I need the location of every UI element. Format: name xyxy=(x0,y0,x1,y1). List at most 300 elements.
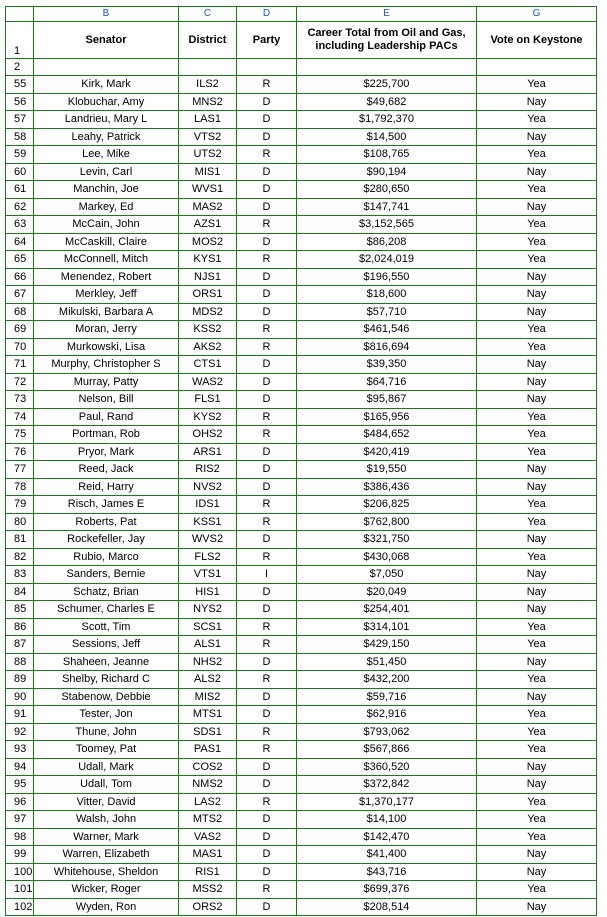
district-cell[interactable]: AKS2 xyxy=(179,338,237,356)
senator-cell[interactable]: Murphy, Christopher S xyxy=(34,356,179,374)
vote-cell[interactable]: Nay xyxy=(477,531,597,549)
row-number[interactable]: 59 xyxy=(6,146,34,164)
district-cell[interactable]: NYS2 xyxy=(179,601,237,619)
career-total-cell[interactable]: $430,068 xyxy=(297,548,477,566)
party-cell[interactable]: R xyxy=(237,426,297,444)
district-cell[interactable]: NMS2 xyxy=(179,776,237,794)
senator-cell[interactable]: Murray, Patty xyxy=(34,373,179,391)
row-number[interactable]: 98 xyxy=(6,828,34,846)
vote-cell[interactable]: Yea xyxy=(477,636,597,654)
party-cell[interactable]: R xyxy=(237,408,297,426)
career-total-cell[interactable]: $43,716 xyxy=(297,863,477,881)
career-total-cell[interactable]: $62,916 xyxy=(297,706,477,724)
row-number[interactable]: 58 xyxy=(6,128,34,146)
senator-cell[interactable]: Markey, Ed xyxy=(34,198,179,216)
party-cell[interactable]: D xyxy=(237,128,297,146)
vote-cell[interactable]: Yea xyxy=(477,408,597,426)
row-number[interactable]: 93 xyxy=(6,741,34,759)
column-header-d[interactable]: D xyxy=(237,7,297,22)
row-number[interactable]: 88 xyxy=(6,653,34,671)
senator-cell[interactable]: Nelson, Bill xyxy=(34,391,179,409)
row-number[interactable]: 85 xyxy=(6,601,34,619)
district-cell[interactable]: NJS1 xyxy=(179,268,237,286)
career-total-cell[interactable]: $254,401 xyxy=(297,601,477,619)
party-cell[interactable]: R xyxy=(237,723,297,741)
vote-cell[interactable]: Yea xyxy=(477,881,597,899)
party-cell[interactable]: D xyxy=(237,198,297,216)
vote-cell[interactable]: Yea xyxy=(477,426,597,444)
row-number[interactable]: 55 xyxy=(6,76,34,94)
district-cell[interactable]: SCS1 xyxy=(179,618,237,636)
career-total-cell[interactable]: $49,682 xyxy=(297,93,477,111)
career-total-cell[interactable]: $793,062 xyxy=(297,723,477,741)
career-total-cell[interactable]: $57,710 xyxy=(297,303,477,321)
career-total-cell[interactable]: $816,694 xyxy=(297,338,477,356)
career-total-cell[interactable]: $59,716 xyxy=(297,688,477,706)
district-cell[interactable]: AZS1 xyxy=(179,216,237,234)
career-total-cell[interactable]: $14,100 xyxy=(297,811,477,829)
row-number[interactable]: 96 xyxy=(6,793,34,811)
row-number[interactable]: 72 xyxy=(6,373,34,391)
career-total-cell[interactable]: $90,194 xyxy=(297,163,477,181)
district-cell[interactable]: FLS1 xyxy=(179,391,237,409)
column-header-b[interactable]: B xyxy=(34,7,179,22)
vote-cell[interactable]: Yea xyxy=(477,338,597,356)
career-total-cell[interactable]: $386,436 xyxy=(297,478,477,496)
senator-cell[interactable]: Paul, Rand xyxy=(34,408,179,426)
career-total-cell[interactable]: $18,600 xyxy=(297,286,477,304)
district-cell[interactable]: NVS2 xyxy=(179,478,237,496)
party-cell[interactable]: R xyxy=(237,881,297,899)
vote-cell[interactable]: Nay xyxy=(477,478,597,496)
vote-cell[interactable]: Nay xyxy=(477,776,597,794)
career-total-cell[interactable]: $41,400 xyxy=(297,846,477,864)
vote-cell[interactable]: Nay xyxy=(477,461,597,479)
vote-cell[interactable]: Yea xyxy=(477,811,597,829)
district-cell[interactable]: VAS2 xyxy=(179,828,237,846)
district-cell[interactable]: CTS1 xyxy=(179,356,237,374)
senator-cell[interactable]: Murkowski, Lisa xyxy=(34,338,179,356)
party-cell[interactable]: R xyxy=(237,76,297,94)
senator-cell[interactable]: Shaheen, Jeanne xyxy=(34,653,179,671)
cell[interactable] xyxy=(34,59,179,76)
party-cell[interactable]: R xyxy=(237,671,297,689)
vote-cell[interactable]: Nay xyxy=(477,286,597,304)
row-number[interactable]: 60 xyxy=(6,163,34,181)
career-total-cell[interactable]: $1,370,177 xyxy=(297,793,477,811)
party-cell[interactable]: R xyxy=(237,548,297,566)
vote-cell[interactable]: Nay xyxy=(477,163,597,181)
senator-cell[interactable]: Scott, Tim xyxy=(34,618,179,636)
row-number[interactable]: 82 xyxy=(6,548,34,566)
senator-cell[interactable]: Moran, Jerry xyxy=(34,321,179,339)
party-cell[interactable]: R xyxy=(237,513,297,531)
column-header-e[interactable]: E xyxy=(297,7,477,22)
party-cell[interactable]: D xyxy=(237,163,297,181)
senator-cell[interactable]: McConnell, Mitch xyxy=(34,251,179,269)
career-total-cell[interactable]: $567,866 xyxy=(297,741,477,759)
career-total-cell[interactable]: $432,200 xyxy=(297,671,477,689)
vote-cell[interactable]: Nay xyxy=(477,356,597,374)
header-district[interactable]: District xyxy=(179,22,237,59)
career-total-cell[interactable]: $1,792,370 xyxy=(297,111,477,129)
district-cell[interactable]: ILS2 xyxy=(179,76,237,94)
career-total-cell[interactable]: $39,350 xyxy=(297,356,477,374)
row-number[interactable]: 81 xyxy=(6,531,34,549)
district-cell[interactable]: NHS2 xyxy=(179,653,237,671)
vote-cell[interactable]: Yea xyxy=(477,741,597,759)
party-cell[interactable]: R xyxy=(237,741,297,759)
row-number[interactable]: 57 xyxy=(6,111,34,129)
career-total-cell[interactable]: $206,825 xyxy=(297,496,477,514)
vote-cell[interactable]: Yea xyxy=(477,793,597,811)
senator-cell[interactable]: Warner, Mark xyxy=(34,828,179,846)
party-cell[interactable]: R xyxy=(237,251,297,269)
career-total-cell[interactable]: $64,716 xyxy=(297,373,477,391)
senator-cell[interactable]: Kirk, Mark xyxy=(34,76,179,94)
district-cell[interactable]: MAS2 xyxy=(179,198,237,216)
party-cell[interactable]: D xyxy=(237,776,297,794)
party-cell[interactable]: D xyxy=(237,863,297,881)
senator-cell[interactable]: Vitter, David xyxy=(34,793,179,811)
vote-cell[interactable]: Yea xyxy=(477,111,597,129)
party-cell[interactable]: R xyxy=(237,146,297,164)
district-cell[interactable]: KSS1 xyxy=(179,513,237,531)
row-number[interactable]: 68 xyxy=(6,303,34,321)
party-cell[interactable]: D xyxy=(237,373,297,391)
career-total-cell[interactable]: $86,208 xyxy=(297,233,477,251)
row-number[interactable]: 100 xyxy=(6,863,34,881)
row-number[interactable]: 56 xyxy=(6,93,34,111)
vote-cell[interactable]: Nay xyxy=(477,93,597,111)
row-number[interactable]: 84 xyxy=(6,583,34,601)
row-number[interactable]: 65 xyxy=(6,251,34,269)
row-number[interactable]: 76 xyxy=(6,443,34,461)
party-cell[interactable]: D xyxy=(237,706,297,724)
district-cell[interactable]: PAS1 xyxy=(179,741,237,759)
party-cell[interactable]: R xyxy=(237,793,297,811)
district-cell[interactable]: KYS1 xyxy=(179,251,237,269)
party-cell[interactable]: R xyxy=(237,321,297,339)
district-cell[interactable]: WVS2 xyxy=(179,531,237,549)
party-cell[interactable]: D xyxy=(237,688,297,706)
vote-cell[interactable]: Yea xyxy=(477,443,597,461)
row-number[interactable]: 94 xyxy=(6,758,34,776)
row-number[interactable]: 92 xyxy=(6,723,34,741)
cell[interactable] xyxy=(297,59,477,76)
row-number[interactable]: 78 xyxy=(6,478,34,496)
senator-cell[interactable]: Manchin, Joe xyxy=(34,181,179,199)
senator-cell[interactable]: Thune, John xyxy=(34,723,179,741)
row-number[interactable]: 63 xyxy=(6,216,34,234)
career-total-cell[interactable]: $142,470 xyxy=(297,828,477,846)
career-total-cell[interactable]: $420,419 xyxy=(297,443,477,461)
party-cell[interactable]: D xyxy=(237,443,297,461)
row-number[interactable]: 97 xyxy=(6,811,34,829)
senator-cell[interactable]: Whitehouse, Sheldon xyxy=(34,863,179,881)
row-number[interactable]: 67 xyxy=(6,286,34,304)
party-cell[interactable]: D xyxy=(237,601,297,619)
senator-cell[interactable]: Roberts, Pat xyxy=(34,513,179,531)
vote-cell[interactable]: Yea xyxy=(477,181,597,199)
career-total-cell[interactable]: $51,450 xyxy=(297,653,477,671)
party-cell[interactable]: D xyxy=(237,653,297,671)
senator-cell[interactable]: Mikulski, Barbara A xyxy=(34,303,179,321)
row-number[interactable]: 70 xyxy=(6,338,34,356)
cell[interactable] xyxy=(477,59,597,76)
vote-cell[interactable]: Yea xyxy=(477,548,597,566)
vote-cell[interactable]: Nay xyxy=(477,566,597,584)
party-cell[interactable]: D xyxy=(237,233,297,251)
district-cell[interactable]: COS2 xyxy=(179,758,237,776)
career-total-cell[interactable]: $429,150 xyxy=(297,636,477,654)
senator-cell[interactable]: Udall, Mark xyxy=(34,758,179,776)
vote-cell[interactable]: Yea xyxy=(477,216,597,234)
district-cell[interactable]: ARS1 xyxy=(179,443,237,461)
party-cell[interactable]: D xyxy=(237,303,297,321)
row-number[interactable]: 87 xyxy=(6,636,34,654)
party-cell[interactable]: R xyxy=(237,636,297,654)
career-total-cell[interactable]: $461,546 xyxy=(297,321,477,339)
career-total-cell[interactable]: $225,700 xyxy=(297,76,477,94)
row-number[interactable]: 83 xyxy=(6,566,34,584)
vote-cell[interactable]: Nay xyxy=(477,758,597,776)
career-total-cell[interactable]: $280,650 xyxy=(297,181,477,199)
party-cell[interactable]: D xyxy=(237,93,297,111)
vote-cell[interactable]: Nay xyxy=(477,128,597,146)
row-number[interactable]: 62 xyxy=(6,198,34,216)
senator-cell[interactable]: Toomey, Pat xyxy=(34,741,179,759)
career-total-cell[interactable]: $14,500 xyxy=(297,128,477,146)
career-total-cell[interactable]: $321,750 xyxy=(297,531,477,549)
party-cell[interactable]: D xyxy=(237,531,297,549)
row-number[interactable]: 102 xyxy=(6,898,34,916)
senator-cell[interactable]: Tester, Jon xyxy=(34,706,179,724)
row-number[interactable]: 86 xyxy=(6,618,34,636)
senator-cell[interactable]: Walsh, John xyxy=(34,811,179,829)
party-cell[interactable]: I xyxy=(237,566,297,584)
senator-cell[interactable]: Rubio, Marco xyxy=(34,548,179,566)
party-cell[interactable]: D xyxy=(237,898,297,916)
career-total-cell[interactable]: $95,867 xyxy=(297,391,477,409)
cell[interactable] xyxy=(237,59,297,76)
cell[interactable] xyxy=(179,59,237,76)
district-cell[interactable]: MAS1 xyxy=(179,846,237,864)
district-cell[interactable]: VTS2 xyxy=(179,128,237,146)
vote-cell[interactable]: Yea xyxy=(477,321,597,339)
career-total-cell[interactable]: $208,514 xyxy=(297,898,477,916)
senator-cell[interactable]: Levin, Carl xyxy=(34,163,179,181)
district-cell[interactable]: ORS2 xyxy=(179,898,237,916)
header-party[interactable]: Party xyxy=(237,22,297,59)
party-cell[interactable]: D xyxy=(237,583,297,601)
senator-cell[interactable]: Pryor, Mark xyxy=(34,443,179,461)
row-number[interactable]: 71 xyxy=(6,356,34,374)
district-cell[interactable]: KSS2 xyxy=(179,321,237,339)
vote-cell[interactable]: Nay xyxy=(477,688,597,706)
party-cell[interactable]: R xyxy=(237,216,297,234)
party-cell[interactable]: D xyxy=(237,828,297,846)
district-cell[interactable]: MTS1 xyxy=(179,706,237,724)
row-number[interactable]: 1 xyxy=(6,22,34,59)
party-cell[interactable]: D xyxy=(237,811,297,829)
row-number[interactable]: 64 xyxy=(6,233,34,251)
senator-cell[interactable]: Reid, Harry xyxy=(34,478,179,496)
header-vote[interactable]: Vote on Keystone xyxy=(477,22,597,59)
vote-cell[interactable]: Nay xyxy=(477,898,597,916)
senator-cell[interactable]: Udall, Tom xyxy=(34,776,179,794)
senator-cell[interactable]: Risch, James E xyxy=(34,496,179,514)
district-cell[interactable]: RIS1 xyxy=(179,863,237,881)
district-cell[interactable]: MOS2 xyxy=(179,233,237,251)
row-number[interactable]: 89 xyxy=(6,671,34,689)
corner-cell[interactable] xyxy=(6,7,34,22)
row-number[interactable]: 69 xyxy=(6,321,34,339)
career-total-cell[interactable]: $20,049 xyxy=(297,583,477,601)
vote-cell[interactable]: Nay xyxy=(477,863,597,881)
career-total-cell[interactable]: $2,024,019 xyxy=(297,251,477,269)
header-career-total[interactable]: Career Total from Oil and Gas, including Leadership PACs xyxy=(297,22,477,59)
vote-cell[interactable]: Nay xyxy=(477,373,597,391)
vote-cell[interactable]: Nay xyxy=(477,846,597,864)
row-number[interactable]: 74 xyxy=(6,408,34,426)
row-number[interactable]: 73 xyxy=(6,391,34,409)
senator-cell[interactable]: Lee, Mike xyxy=(34,146,179,164)
senator-cell[interactable]: Schumer, Charles E xyxy=(34,601,179,619)
vote-cell[interactable]: Nay xyxy=(477,583,597,601)
party-cell[interactable]: D xyxy=(237,478,297,496)
party-cell[interactable]: R xyxy=(237,338,297,356)
senator-cell[interactable]: McCain, John xyxy=(34,216,179,234)
career-total-cell[interactable]: $699,376 xyxy=(297,881,477,899)
district-cell[interactable]: RIS2 xyxy=(179,461,237,479)
vote-cell[interactable]: Nay xyxy=(477,268,597,286)
row-number[interactable]: 80 xyxy=(6,513,34,531)
career-total-cell[interactable]: $3,152,565 xyxy=(297,216,477,234)
party-cell[interactable]: R xyxy=(237,618,297,636)
senator-cell[interactable]: Shelby, Richard C xyxy=(34,671,179,689)
senator-cell[interactable]: Reed, Jack xyxy=(34,461,179,479)
career-total-cell[interactable]: $7,050 xyxy=(297,566,477,584)
vote-cell[interactable]: Nay xyxy=(477,391,597,409)
senator-cell[interactable]: Wicker, Roger xyxy=(34,881,179,899)
vote-cell[interactable]: Nay xyxy=(477,601,597,619)
vote-cell[interactable]: Yea xyxy=(477,671,597,689)
vote-cell[interactable]: Yea xyxy=(477,76,597,94)
vote-cell[interactable]: Yea xyxy=(477,723,597,741)
row-number[interactable]: 99 xyxy=(6,846,34,864)
column-header-c[interactable]: C xyxy=(179,7,237,22)
district-cell[interactable]: MIS1 xyxy=(179,163,237,181)
row-number[interactable]: 66 xyxy=(6,268,34,286)
header-senator[interactable]: Senator xyxy=(34,22,179,59)
senator-cell[interactable]: Warren, Elizabeth xyxy=(34,846,179,864)
senator-cell[interactable]: Sessions, Jeff xyxy=(34,636,179,654)
party-cell[interactable]: D xyxy=(237,846,297,864)
district-cell[interactable]: ALS2 xyxy=(179,671,237,689)
party-cell[interactable]: D xyxy=(237,111,297,129)
vote-cell[interactable]: Yea xyxy=(477,496,597,514)
career-total-cell[interactable]: $19,550 xyxy=(297,461,477,479)
district-cell[interactable]: ORS1 xyxy=(179,286,237,304)
district-cell[interactable]: MIS2 xyxy=(179,688,237,706)
vote-cell[interactable]: Yea xyxy=(477,146,597,164)
party-cell[interactable]: D xyxy=(237,758,297,776)
district-cell[interactable]: KYS2 xyxy=(179,408,237,426)
senator-cell[interactable]: Rockefeller, Jay xyxy=(34,531,179,549)
senator-cell[interactable]: Portman, Rob xyxy=(34,426,179,444)
vote-cell[interactable]: Nay xyxy=(477,303,597,321)
district-cell[interactable]: LAS1 xyxy=(179,111,237,129)
vote-cell[interactable]: Nay xyxy=(477,198,597,216)
district-cell[interactable]: ALS1 xyxy=(179,636,237,654)
district-cell[interactable]: HIS1 xyxy=(179,583,237,601)
party-cell[interactable]: D xyxy=(237,286,297,304)
district-cell[interactable]: MDS2 xyxy=(179,303,237,321)
row-number[interactable]: 79 xyxy=(6,496,34,514)
career-total-cell[interactable]: $762,800 xyxy=(297,513,477,531)
career-total-cell[interactable]: $314,101 xyxy=(297,618,477,636)
career-total-cell[interactable]: $372,842 xyxy=(297,776,477,794)
vote-cell[interactable]: Yea xyxy=(477,706,597,724)
career-total-cell[interactable]: $147,741 xyxy=(297,198,477,216)
party-cell[interactable]: D xyxy=(237,268,297,286)
district-cell[interactable]: SDS1 xyxy=(179,723,237,741)
row-number[interactable]: 75 xyxy=(6,426,34,444)
party-cell[interactable]: R xyxy=(237,496,297,514)
career-total-cell[interactable]: $108,765 xyxy=(297,146,477,164)
career-total-cell[interactable]: $196,550 xyxy=(297,268,477,286)
career-total-cell[interactable]: $165,956 xyxy=(297,408,477,426)
district-cell[interactable]: VTS1 xyxy=(179,566,237,584)
senator-cell[interactable]: Schatz, Brian xyxy=(34,583,179,601)
district-cell[interactable]: WAS2 xyxy=(179,373,237,391)
vote-cell[interactable]: Yea xyxy=(477,513,597,531)
party-cell[interactable]: D xyxy=(237,181,297,199)
senator-cell[interactable]: Wyden, Ron xyxy=(34,898,179,916)
vote-cell[interactable]: Yea xyxy=(477,618,597,636)
senator-cell[interactable]: Stabenow, Debbie xyxy=(34,688,179,706)
career-total-cell[interactable]: $360,520 xyxy=(297,758,477,776)
district-cell[interactable]: FLS2 xyxy=(179,548,237,566)
senator-cell[interactable]: Klobuchar, Amy xyxy=(34,93,179,111)
senator-cell[interactable]: Landrieu, Mary L xyxy=(34,111,179,129)
row-number[interactable]: 2 xyxy=(6,59,34,76)
senator-cell[interactable]: Sanders, Bernie xyxy=(34,566,179,584)
senator-cell[interactable]: Leahy, Patrick xyxy=(34,128,179,146)
district-cell[interactable]: MSS2 xyxy=(179,881,237,899)
district-cell[interactable]: MNS2 xyxy=(179,93,237,111)
row-number[interactable]: 90 xyxy=(6,688,34,706)
row-number[interactable]: 61 xyxy=(6,181,34,199)
row-number[interactable]: 101 xyxy=(6,881,34,899)
party-cell[interactable]: D xyxy=(237,391,297,409)
vote-cell[interactable]: Yea xyxy=(477,828,597,846)
district-cell[interactable]: IDS1 xyxy=(179,496,237,514)
vote-cell[interactable]: Yea xyxy=(477,233,597,251)
senator-cell[interactable]: Menendez, Robert xyxy=(34,268,179,286)
district-cell[interactable]: MTS2 xyxy=(179,811,237,829)
senator-cell[interactable]: Merkley, Jeff xyxy=(34,286,179,304)
party-cell[interactable]: D xyxy=(237,356,297,374)
district-cell[interactable]: OHS2 xyxy=(179,426,237,444)
district-cell[interactable]: LAS2 xyxy=(179,793,237,811)
row-number[interactable]: 91 xyxy=(6,706,34,724)
senator-cell[interactable]: McCaskill, Claire xyxy=(34,233,179,251)
column-header-g[interactable]: G xyxy=(477,7,597,22)
party-cell[interactable]: D xyxy=(237,461,297,479)
district-cell[interactable]: UTS2 xyxy=(179,146,237,164)
